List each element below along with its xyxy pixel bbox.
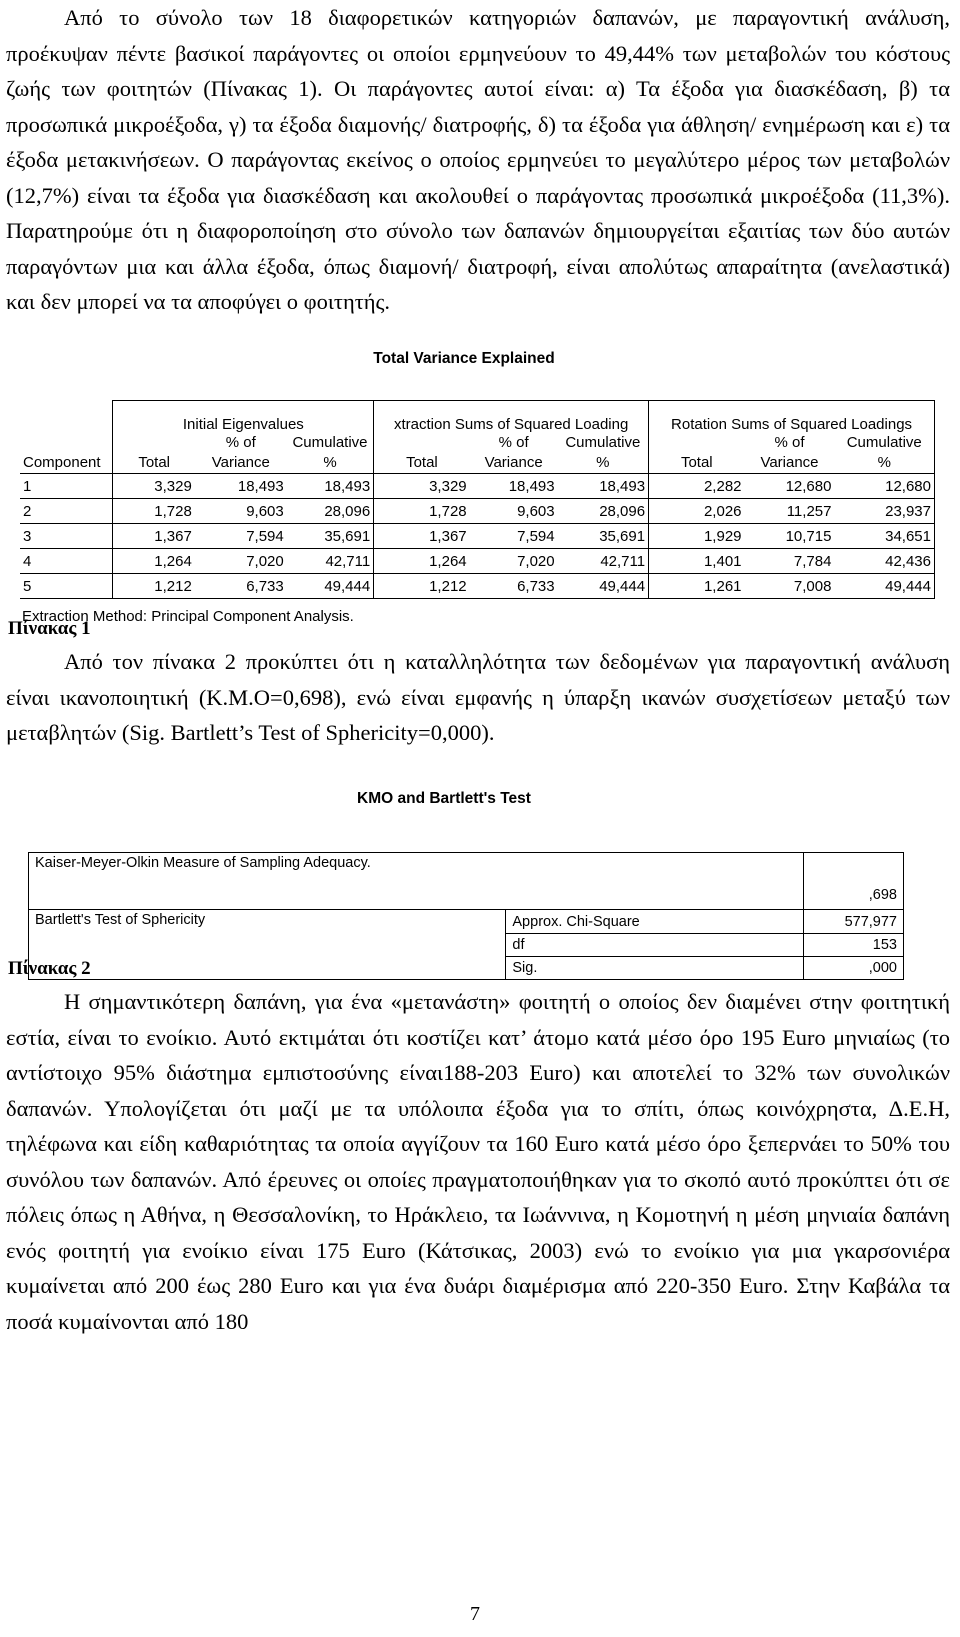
pct-variance-column-header: % of Variance <box>211 434 270 471</box>
value-cell: 7,020 <box>246 552 284 570</box>
value-cell: 1,264 <box>113 549 195 574</box>
value-cell: 1,401 <box>649 549 745 574</box>
total-column-header: Total <box>113 433 195 474</box>
df-value: 153 <box>804 934 904 957</box>
value-cell: 49,444 <box>599 577 646 595</box>
table-row <box>20 549 935 574</box>
rotation-sums-header: Rotation Sums of Squared Loadings <box>649 401 935 434</box>
table-2-caption: Πίνακας 2 <box>8 958 91 979</box>
value-cell: 28,096 <box>599 502 646 520</box>
bartlett-label: Bartlett's Test of Sphericity <box>29 910 506 980</box>
value-cell: 49,444 <box>834 574 934 599</box>
value-cell: 1,929 <box>649 524 745 549</box>
paragraph-rent: Η σημαντικότερη δαπάνη, για ένα «μετανάστη» φοιτητή ο οποίος δεν διαμένει στην φοιτητική εστία, είναι το ενοίκιο. Αυτό εκτιμάται ότι κοστίζει κατ’ άτομο κατά μέσο όρο 195 Euro μηνιαίως (το αντίστοιχο 95% διάστημα εμπιστοσύνης είναι188-203 Euro) και αποτελεί το 32% των συνολικών δαπανών. Υπολογίζεται ότι μαζί με τα υπόλοιπα έξοδα για το σπίτι, όπως κοινόχρηστα, Δ.Ε.Η, τηλέφωνα και είδη καθαριότητας τα οποία αγγίζουν τα 160 Euro κατά μέσο όρο ξεπερνάει το 50% του συνόλου των δαπανών. Από έρευνες οι οποίες πραγματοποιήθηκαν για το σκοπό αυτό προκύπτει ότι σε πόλεις όπως η Αθήνα, η Θεσσαλονίκη, το Ηράκλειο, τα Ιωάννινα, η Κομοτηνή η μέση μηνιαία δαπάνη ενός φοιτητή για ενοίκιο είναι 175 Euro (Κάτσικας, 2003) ενώ το ενοίκιο για μια γκαρσονιέρα κυμαίνεται από 200 έως 280 Euro και για ένα δυάρι διαμέρισμα από 220-350 Euro. Στην Καβάλα τα ποσά κυμαίνονται από 180 <box>6 989 950 1334</box>
kmo-value: ,698 <box>804 853 904 910</box>
total-column-header: Total <box>374 433 470 474</box>
value-cell: 1,261 <box>649 574 745 599</box>
sig-label: Sig. <box>506 957 804 980</box>
table-row <box>20 524 935 549</box>
value-cell: 3,329 <box>374 474 470 499</box>
component-cell: 2 <box>23 502 32 520</box>
value-cell: 9,603 <box>246 502 284 520</box>
value-cell: 42,711 <box>600 552 646 570</box>
table-1-caption: Πίνακας 1 <box>8 618 91 639</box>
variance-table-title: Total Variance Explained <box>373 350 555 367</box>
pct-variance-column-header: % of Variance <box>484 434 543 471</box>
value-cell: 7,784 <box>793 552 832 570</box>
component-cell: 3 <box>23 527 32 545</box>
value-cell: 35,691 <box>599 527 646 545</box>
component-cell: 5 <box>23 577 32 595</box>
kmo-label: Kaiser-Meyer-Olkin Measure of Sampling Adequacy. <box>29 853 804 910</box>
pct-variance-column-header: % of Variance <box>760 434 819 471</box>
cumulative-column-header: Cumulative % <box>834 433 934 474</box>
cumulative-column-header: Cumulative % <box>292 434 368 471</box>
value-cell: 1,728 <box>113 499 195 524</box>
value-cell: 18,493 <box>508 477 555 495</box>
component-cell: 1 <box>23 477 32 495</box>
initial-eigenvalues-header: Initial Eigenvalues <box>113 401 374 434</box>
component-column-header: Component <box>23 454 101 471</box>
column-header-row <box>20 433 935 474</box>
value-cell: 7,008 <box>793 577 832 595</box>
value-cell: 23,937 <box>834 499 934 524</box>
value-cell: 3,329 <box>113 474 195 499</box>
total-variance-table <box>20 400 935 599</box>
header-spacer <box>20 401 113 434</box>
value-cell: 2,026 <box>649 499 745 524</box>
group-header-row <box>20 401 935 434</box>
value-cell: 1,367 <box>113 524 195 549</box>
paragraph-kmo: Από τον πίνακα 2 προκύπτει ότι η καταλληλότητα των δεδομένων για παραγοντική ανάλυση είναι ικανοποιητική (Κ.Μ.Ο=0,698), ενώ είναι εμφανής η ύπαρξη ικανών συσχετίσεων μεταξύ των μεταβλητών (Sig. Bartlett’s Test of Sphericity=0,000). <box>6 649 950 745</box>
value-cell: 7,594 <box>246 527 284 545</box>
value-cell: 1,728 <box>374 499 470 524</box>
value-cell: 6,733 <box>246 577 284 595</box>
kmo-table-title: KMO and Bartlett's Test <box>357 790 531 807</box>
value-cell: 1,212 <box>374 574 470 599</box>
value-cell: 49,444 <box>324 577 371 595</box>
page-number: 7 <box>470 1603 480 1625</box>
value-cell: 1,367 <box>374 524 470 549</box>
chi-square-row <box>29 910 904 934</box>
kmo-row <box>29 853 904 910</box>
table-row <box>20 474 935 499</box>
value-cell: 35,691 <box>324 527 371 545</box>
value-cell: 18,493 <box>237 477 284 495</box>
value-cell: 42,436 <box>834 549 934 574</box>
value-cell: 2,282 <box>649 474 745 499</box>
kmo-bartlett-table <box>28 852 904 980</box>
total-column-header: Total <box>649 433 745 474</box>
value-cell: 12,680 <box>785 477 832 495</box>
value-cell: 28,096 <box>324 502 371 520</box>
value-cell: 42,711 <box>325 552 371 570</box>
table-row <box>20 574 935 599</box>
extraction-sums-header: xtraction Sums of Squared Loading <box>374 401 649 434</box>
paragraph-factor-analysis: Από το σύνολο των 18 διαφορετικών κατηγοριών δαπανών, με παραγοντική ανάλυση, προέκυψαν πέντε βασικοί παράγοντες οι οποίοι ερμηνεύουν το 49,44% των μεταβολών του κόστους ζωής των φοιτητών (Πίνακας 1). Οι παράγοντες αυτοί είναι: α) Τα έξοδα για διασκέδαση, β) τα προσωπικά μικροέξοδα, γ) τα έξοδα διαμονής/ διατροφής, δ) τα έξοδα για άθληση/ ενημέρωση και ε) τα έξοδα μετακινήσεων. Ο παράγοντας εκείνος ο οποίος ερμηνεύει το μεγαλύτερο μέρος των μεταβολών (12,7%) είναι τα έξοδα για διασκέδαση και ακολουθεί ο παράγοντας προσωπικά μικροέξοδα (11,3%). Παρατηρούμε ότι η διαφοροποίηση στο σύνολο των δαπανών δημιουργείται εξαιτίας των δύο αυτών παραγόντων μια και άλλα έξοδα, όπως διαμονή/ διατροφή, είναι απολύτως απαραίτητα (ανελαστικά) και δεν μπορεί να τα αποφύγει ο φοιτητής. <box>6 5 950 314</box>
value-cell: 1,212 <box>113 574 195 599</box>
chi-square-label: Approx. Chi-Square <box>506 910 804 934</box>
value-cell: 18,493 <box>599 477 646 495</box>
value-cell: 1,264 <box>374 549 470 574</box>
value-cell: 9,603 <box>517 502 555 520</box>
value-cell: 18,493 <box>324 477 371 495</box>
variance-table-body <box>20 474 935 599</box>
cumulative-column-header: Cumulative % <box>565 434 641 471</box>
component-cell: 4 <box>23 552 32 570</box>
chi-square-value: 577,977 <box>804 910 904 934</box>
value-cell: 10,715 <box>785 527 832 545</box>
value-cell: 12,680 <box>834 474 934 499</box>
table-footnote: Extraction Method: Principal Component Analysis. <box>22 608 354 625</box>
df-label: df <box>506 934 804 957</box>
table-row <box>20 499 935 524</box>
sig-value: ,000 <box>804 957 904 980</box>
value-cell: 7,020 <box>517 552 555 570</box>
value-cell: 34,651 <box>834 524 934 549</box>
value-cell: 6,733 <box>517 577 555 595</box>
value-cell: 7,594 <box>517 527 555 545</box>
value-cell: 11,257 <box>786 502 832 520</box>
